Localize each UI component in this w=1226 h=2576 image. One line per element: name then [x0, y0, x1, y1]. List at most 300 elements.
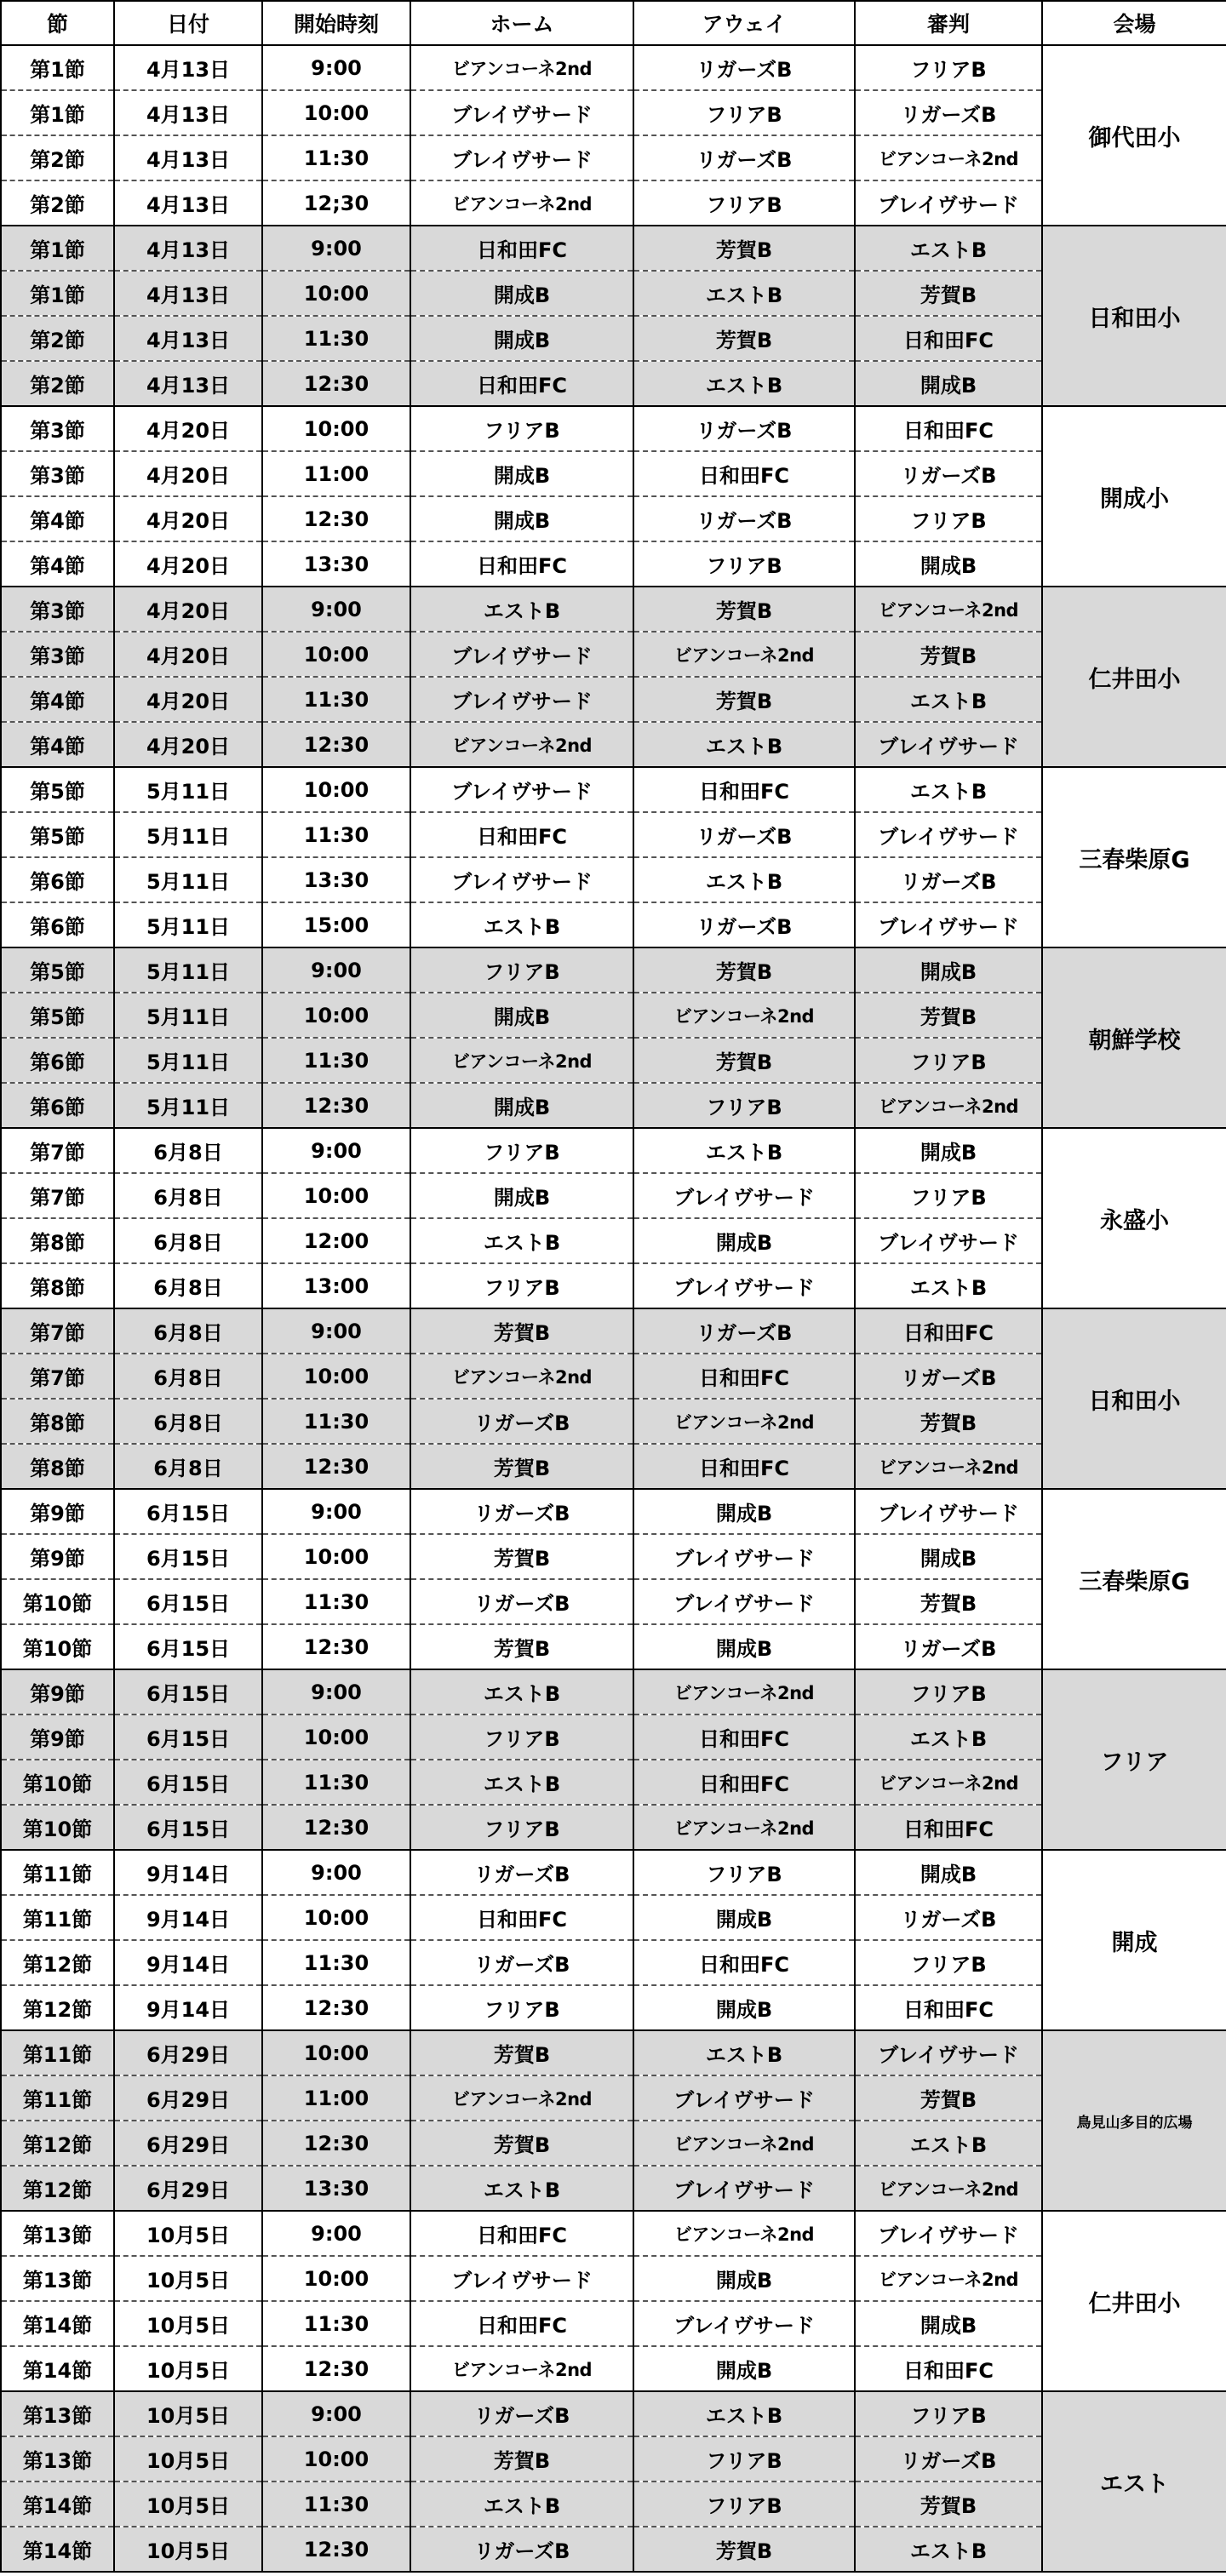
referee-cell: 開成B [855, 541, 1042, 587]
start-time-cell: 11:30 [262, 1579, 410, 1624]
table-header [1, 1, 1226, 45]
start-time-cell: 10:00 [262, 993, 410, 1038]
home-team-cell: ブレイヴサード [410, 857, 633, 902]
table-row [1, 2211, 1226, 2256]
home-team-cell: 日和田FC [410, 2211, 633, 2256]
date-cell: 4月13日 [114, 135, 262, 180]
round-cell: 第2節 [1, 361, 114, 406]
start-time-cell: 9:00 [262, 45, 410, 90]
start-time-cell: 10:00 [262, 1895, 410, 1940]
home-team-cell: 開成B [410, 993, 633, 1038]
away-team-cell: リガーズB [633, 406, 855, 451]
away-team-cell: エストB [633, 1128, 855, 1173]
home-team-cell: リガーズB [410, 1850, 633, 1895]
table-row [1, 226, 1226, 271]
header-row [1, 1, 1226, 45]
home-team-cell: ビアンコーネ2nd [410, 1038, 633, 1083]
away-team-cell: エストB [633, 2030, 855, 2075]
home-team-cell: エストB [410, 1760, 633, 1805]
referee-cell: エストB [855, 226, 1042, 271]
table-row [1, 406, 1226, 451]
round-cell: 第3節 [1, 406, 114, 451]
venue-cell: エスト [1042, 2391, 1226, 2572]
round-cell: 第4節 [1, 496, 114, 541]
round-cell: 第8節 [1, 1218, 114, 1263]
round-cell: 第3節 [1, 451, 114, 496]
home-team-cell: エストB [410, 1218, 633, 1263]
away-team-cell: ビアンコーネ2nd [633, 1399, 855, 1444]
away-team-cell: リガーズB [633, 45, 855, 90]
round-cell: 第9節 [1, 1489, 114, 1534]
home-team-cell: ビアンコーネ2nd [410, 2346, 633, 2391]
start-time-cell: 11:30 [262, 2301, 410, 2346]
date-cell: 4月20日 [114, 722, 262, 767]
date-cell: 10月5日 [114, 2436, 262, 2482]
home-team-cell: エストB [410, 2166, 633, 2211]
home-team-cell: 芳賀B [410, 1534, 633, 1579]
round-cell: 第13節 [1, 2391, 114, 2436]
start-time-cell: 10:00 [262, 406, 410, 451]
start-time-cell: 12:30 [262, 496, 410, 541]
date-cell: 10月5日 [114, 2391, 262, 2436]
round-cell: 第4節 [1, 541, 114, 587]
referee-cell: 日和田FC [855, 2346, 1042, 2391]
referee-cell: ブレイヴサード [855, 2030, 1042, 2075]
round-cell: 第14節 [1, 2346, 114, 2391]
venue-cell: 御代田小 [1042, 45, 1226, 226]
home-team-cell: 日和田FC [410, 226, 633, 271]
away-team-cell: 芳賀B [633, 587, 855, 632]
referee-cell: 開成B [855, 1850, 1042, 1895]
venue-cell: 三春柴原G [1042, 767, 1226, 947]
date-cell: 6月15日 [114, 1489, 262, 1534]
away-team-cell: エストB [633, 2391, 855, 2436]
start-time-cell: 9:00 [262, 1308, 410, 1354]
round-cell: 第2節 [1, 135, 114, 180]
date-cell: 6月8日 [114, 1354, 262, 1399]
start-time-cell: 10:00 [262, 1354, 410, 1399]
round-cell: 第12節 [1, 1940, 114, 1985]
date-cell: 4月20日 [114, 677, 262, 722]
referee-cell: 日和田FC [855, 1805, 1042, 1850]
home-team-cell: フリアB [410, 1263, 633, 1308]
start-time-cell: 10:00 [262, 2256, 410, 2301]
round-cell: 第5節 [1, 767, 114, 812]
away-team-cell: 芳賀B [633, 316, 855, 361]
round-cell: 第8節 [1, 1444, 114, 1489]
home-team-cell: リガーズB [410, 1489, 633, 1534]
away-team-cell: フリアB [633, 1083, 855, 1128]
date-cell: 4月20日 [114, 496, 262, 541]
home-team-cell: ビアンコーネ2nd [410, 1354, 633, 1399]
date-cell: 6月29日 [114, 2075, 262, 2121]
round-cell: 第11節 [1, 2075, 114, 2121]
referee-cell: 開成B [855, 2301, 1042, 2346]
away-team-cell: フリアB [633, 2436, 855, 2482]
date-cell: 4月13日 [114, 90, 262, 135]
date-cell: 5月11日 [114, 857, 262, 902]
home-team-cell: 開成B [410, 1173, 633, 1218]
home-team-cell: 日和田FC [410, 541, 633, 587]
start-time-cell: 9:00 [262, 1128, 410, 1173]
away-team-cell: ビアンコーネ2nd [633, 2121, 855, 2166]
header-venue: 会場 [1042, 1, 1226, 45]
venue-cell: 仁井田小 [1042, 587, 1226, 767]
away-team-cell: 芳賀B [633, 2527, 855, 2572]
round-cell: 第9節 [1, 1669, 114, 1714]
header-round: 節 [1, 1, 114, 45]
venue-cell: 日和田小 [1042, 1308, 1226, 1489]
home-team-cell: ブレイヴサード [410, 135, 633, 180]
round-cell: 第4節 [1, 677, 114, 722]
table-body [1, 45, 1226, 2572]
date-cell: 4月13日 [114, 361, 262, 406]
home-team-cell: エストB [410, 902, 633, 947]
date-cell: 4月20日 [114, 406, 262, 451]
home-team-cell: 日和田FC [410, 361, 633, 406]
start-time-cell: 9:00 [262, 1489, 410, 1534]
start-time-cell: 10:00 [262, 632, 410, 677]
home-team-cell: ビアンコーネ2nd [410, 722, 633, 767]
start-time-cell: 11:30 [262, 677, 410, 722]
start-time-cell: 11:30 [262, 1940, 410, 1985]
home-team-cell: 日和田FC [410, 1895, 633, 1940]
date-cell: 10月5日 [114, 2482, 262, 2527]
date-cell: 4月20日 [114, 587, 262, 632]
date-cell: 6月29日 [114, 2121, 262, 2166]
date-cell: 5月11日 [114, 993, 262, 1038]
round-cell: 第11節 [1, 1895, 114, 1940]
away-team-cell: リガーズB [633, 496, 855, 541]
referee-cell: リガーズB [855, 1354, 1042, 1399]
home-team-cell: ブレイヴサード [410, 677, 633, 722]
home-team-cell: ブレイヴサード [410, 90, 633, 135]
away-team-cell: リガーズB [633, 1308, 855, 1354]
start-time-cell: 10:00 [262, 2030, 410, 2075]
referee-cell: リガーズB [855, 451, 1042, 496]
round-cell: 第12節 [1, 2166, 114, 2211]
header-home: ホーム [410, 1, 633, 45]
referee-cell: 開成B [855, 361, 1042, 406]
home-team-cell: リガーズB [410, 1399, 633, 1444]
date-cell: 6月8日 [114, 1444, 262, 1489]
date-cell: 6月15日 [114, 1624, 262, 1669]
away-team-cell: 開成B [633, 2346, 855, 2391]
date-cell: 9月14日 [114, 1940, 262, 1985]
round-cell: 第14節 [1, 2301, 114, 2346]
away-team-cell: ブレイヴサード [633, 2301, 855, 2346]
venue-cell: 永盛小 [1042, 1128, 1226, 1308]
home-team-cell: リガーズB [410, 2391, 633, 2436]
away-team-cell: 芳賀B [633, 677, 855, 722]
start-time-cell: 11:30 [262, 2482, 410, 2527]
venue-cell: 仁井田小 [1042, 2211, 1226, 2391]
start-time-cell: 11:30 [262, 812, 410, 857]
venue-cell: 開成小 [1042, 406, 1226, 587]
home-team-cell: リガーズB [410, 1579, 633, 1624]
start-time-cell: 9:00 [262, 587, 410, 632]
start-time-cell: 12:30 [262, 2346, 410, 2391]
date-cell: 5月11日 [114, 812, 262, 857]
round-cell: 第5節 [1, 993, 114, 1038]
start-time-cell: 12:30 [262, 1624, 410, 1669]
round-cell: 第2節 [1, 180, 114, 226]
away-team-cell: 芳賀B [633, 226, 855, 271]
start-time-cell: 13:30 [262, 541, 410, 587]
start-time-cell: 11:30 [262, 135, 410, 180]
date-cell: 4月13日 [114, 271, 262, 316]
home-team-cell: ブレイヴサード [410, 632, 633, 677]
away-team-cell: ブレイヴサード [633, 2075, 855, 2121]
date-cell: 6月15日 [114, 1714, 262, 1760]
away-team-cell: 芳賀B [633, 947, 855, 993]
home-team-cell: 開成B [410, 1083, 633, 1128]
home-team-cell: 開成B [410, 451, 633, 496]
start-time-cell: 13:00 [262, 1263, 410, 1308]
table-row [1, 1489, 1226, 1534]
date-cell: 5月11日 [114, 902, 262, 947]
round-cell: 第2節 [1, 316, 114, 361]
away-team-cell: 開成B [633, 1895, 855, 1940]
referee-cell: 日和田FC [855, 1308, 1042, 1354]
header-date: 日付 [114, 1, 262, 45]
away-team-cell: フリアB [633, 180, 855, 226]
round-cell: 第1節 [1, 90, 114, 135]
start-time-cell: 15:00 [262, 902, 410, 947]
away-team-cell: エストB [633, 271, 855, 316]
round-cell: 第6節 [1, 1083, 114, 1128]
round-cell: 第9節 [1, 1714, 114, 1760]
date-cell: 6月8日 [114, 1263, 262, 1308]
start-time-cell: 12:00 [262, 1218, 410, 1263]
start-time-cell: 9:00 [262, 947, 410, 993]
start-time-cell: 11:30 [262, 1038, 410, 1083]
start-time-cell: 12:30 [262, 2121, 410, 2166]
home-team-cell: 芳賀B [410, 2121, 633, 2166]
referee-cell: ビアンコーネ2nd [855, 2256, 1042, 2301]
date-cell: 6月15日 [114, 1579, 262, 1624]
home-team-cell: ビアンコーネ2nd [410, 180, 633, 226]
away-team-cell: ブレイヴサード [633, 1534, 855, 1579]
away-team-cell: 開成B [633, 1489, 855, 1534]
referee-cell: 芳賀B [855, 1579, 1042, 1624]
referee-cell: 芳賀B [855, 2482, 1042, 2527]
away-team-cell: 開成B [633, 1218, 855, 1263]
venue-cell: 日和田小 [1042, 226, 1226, 406]
home-team-cell: フリアB [410, 1985, 633, 2030]
table-row [1, 1669, 1226, 1714]
start-time-cell: 9:00 [262, 1850, 410, 1895]
referee-cell: フリアB [855, 2391, 1042, 2436]
referee-cell: ブレイヴサード [855, 1489, 1042, 1534]
referee-cell: リガーズB [855, 1895, 1042, 1940]
start-time-cell: 10:00 [262, 271, 410, 316]
referee-cell: ビアンコーネ2nd [855, 2166, 1042, 2211]
referee-cell: 開成B [855, 947, 1042, 993]
referee-cell: フリアB [855, 1038, 1042, 1083]
home-team-cell: フリアB [410, 406, 633, 451]
home-team-cell: 芳賀B [410, 1308, 633, 1354]
referee-cell: フリアB [855, 1940, 1042, 1985]
away-team-cell: 日和田FC [633, 1444, 855, 1489]
referee-cell: ブレイヴサード [855, 902, 1042, 947]
away-team-cell: リガーズB [633, 902, 855, 947]
home-team-cell: エストB [410, 1669, 633, 1714]
round-cell: 第11節 [1, 1850, 114, 1895]
away-team-cell: 開成B [633, 2256, 855, 2301]
venue-cell: 開成 [1042, 1850, 1226, 2030]
table-row [1, 767, 1226, 812]
date-cell: 4月20日 [114, 541, 262, 587]
round-cell: 第14節 [1, 2482, 114, 2527]
table-row [1, 2030, 1226, 2075]
round-cell: 第11節 [1, 2030, 114, 2075]
round-cell: 第7節 [1, 1173, 114, 1218]
round-cell: 第5節 [1, 947, 114, 993]
date-cell: 9月14日 [114, 1985, 262, 2030]
start-time-cell: 10:00 [262, 2436, 410, 2482]
date-cell: 6月15日 [114, 1669, 262, 1714]
date-cell: 4月13日 [114, 45, 262, 90]
round-cell: 第14節 [1, 2527, 114, 2572]
away-team-cell: 日和田FC [633, 1760, 855, 1805]
home-team-cell: ブレイヴサード [410, 2256, 633, 2301]
start-time-cell: 10:00 [262, 1534, 410, 1579]
date-cell: 10月5日 [114, 2256, 262, 2301]
start-time-cell: 10:00 [262, 1714, 410, 1760]
referee-cell: 芳賀B [855, 271, 1042, 316]
home-team-cell: 日和田FC [410, 2301, 633, 2346]
table-row [1, 2391, 1226, 2436]
date-cell: 5月11日 [114, 767, 262, 812]
home-team-cell: ブレイヴサード [410, 767, 633, 812]
referee-cell: ビアンコーネ2nd [855, 1083, 1042, 1128]
referee-cell: 芳賀B [855, 2075, 1042, 2121]
away-team-cell: 日和田FC [633, 1940, 855, 1985]
date-cell: 6月15日 [114, 1534, 262, 1579]
away-team-cell: エストB [633, 857, 855, 902]
start-time-cell: 10:00 [262, 90, 410, 135]
home-team-cell: 開成B [410, 271, 633, 316]
away-team-cell: フリアB [633, 1850, 855, 1895]
date-cell: 9月14日 [114, 1895, 262, 1940]
referee-cell: エストB [855, 767, 1042, 812]
round-cell: 第13節 [1, 2256, 114, 2301]
away-team-cell: ブレイヴサード [633, 1173, 855, 1218]
referee-cell: ブレイヴサード [855, 812, 1042, 857]
round-cell: 第6節 [1, 857, 114, 902]
round-cell: 第9節 [1, 1534, 114, 1579]
away-team-cell: 日和田FC [633, 1354, 855, 1399]
away-team-cell: 日和田FC [633, 767, 855, 812]
round-cell: 第6節 [1, 1038, 114, 1083]
date-cell: 6月15日 [114, 1805, 262, 1850]
start-time-cell: 10:00 [262, 1173, 410, 1218]
referee-cell: エストB [855, 1263, 1042, 1308]
date-cell: 9月14日 [114, 1850, 262, 1895]
home-team-cell: フリアB [410, 1714, 633, 1760]
date-cell: 4月20日 [114, 632, 262, 677]
round-cell: 第1節 [1, 271, 114, 316]
start-time-cell: 12:30 [262, 1083, 410, 1128]
referee-cell: フリアB [855, 1173, 1042, 1218]
date-cell: 5月11日 [114, 947, 262, 993]
home-team-cell: 芳賀B [410, 2030, 633, 2075]
round-cell: 第13節 [1, 2436, 114, 2482]
date-cell: 4月13日 [114, 180, 262, 226]
start-time-cell: 11:00 [262, 2075, 410, 2121]
date-cell: 10月5日 [114, 2527, 262, 2572]
home-team-cell: エストB [410, 587, 633, 632]
away-team-cell: ブレイヴサード [633, 1263, 855, 1308]
referee-cell: エストB [855, 1714, 1042, 1760]
venue-cell: 朝鮮学校 [1042, 947, 1226, 1128]
away-team-cell: 開成B [633, 1985, 855, 2030]
home-team-cell: 芳賀B [410, 1624, 633, 1669]
round-cell: 第10節 [1, 1805, 114, 1850]
date-cell: 6月8日 [114, 1399, 262, 1444]
header-start-time: 開始時刻 [262, 1, 410, 45]
date-cell: 6月15日 [114, 1760, 262, 1805]
home-team-cell: 芳賀B [410, 2436, 633, 2482]
referee-cell: リガーズB [855, 857, 1042, 902]
start-time-cell: 12:30 [262, 361, 410, 406]
round-cell: 第4節 [1, 722, 114, 767]
start-time-cell: 12:30 [262, 2527, 410, 2572]
round-cell: 第8節 [1, 1399, 114, 1444]
date-cell: 10月5日 [114, 2346, 262, 2391]
referee-cell: リガーズB [855, 2436, 1042, 2482]
start-time-cell: 9:00 [262, 226, 410, 271]
referee-cell: 芳賀B [855, 993, 1042, 1038]
date-cell: 6月8日 [114, 1308, 262, 1354]
venue-cell: フリア [1042, 1669, 1226, 1850]
away-team-cell: ビアンコーネ2nd [633, 632, 855, 677]
home-team-cell: フリアB [410, 1805, 633, 1850]
table-row [1, 1850, 1226, 1895]
date-cell: 6月8日 [114, 1218, 262, 1263]
away-team-cell: フリアB [633, 90, 855, 135]
start-time-cell: 10:00 [262, 767, 410, 812]
venue-cell: 鳥見山多目的広場 [1042, 2030, 1226, 2211]
referee-cell: 芳賀B [855, 1399, 1042, 1444]
away-team-cell: 芳賀B [633, 1038, 855, 1083]
table-row [1, 947, 1226, 993]
date-cell: 6月8日 [114, 1128, 262, 1173]
start-time-cell: 11:00 [262, 451, 410, 496]
referee-cell: ビアンコーネ2nd [855, 135, 1042, 180]
start-time-cell: 9:00 [262, 1669, 410, 1714]
referee-cell: エストB [855, 677, 1042, 722]
date-cell: 6月29日 [114, 2030, 262, 2075]
start-time-cell: 12;30 [262, 180, 410, 226]
start-time-cell: 12:30 [262, 722, 410, 767]
away-team-cell: ブレイヴサード [633, 1579, 855, 1624]
referee-cell: リガーズB [855, 1624, 1042, 1669]
home-team-cell: 日和田FC [410, 812, 633, 857]
away-team-cell: 日和田FC [633, 1714, 855, 1760]
start-time-cell: 11:30 [262, 1760, 410, 1805]
referee-cell: ブレイヴサード [855, 1218, 1042, 1263]
round-cell: 第7節 [1, 1354, 114, 1399]
referee-cell: ビアンコーネ2nd [855, 1444, 1042, 1489]
referee-cell: 日和田FC [855, 316, 1042, 361]
header-away: アウェイ [633, 1, 855, 45]
start-time-cell: 12:30 [262, 1985, 410, 2030]
date-cell: 4月20日 [114, 451, 262, 496]
start-time-cell: 9:00 [262, 2391, 410, 2436]
referee-cell: 芳賀B [855, 632, 1042, 677]
